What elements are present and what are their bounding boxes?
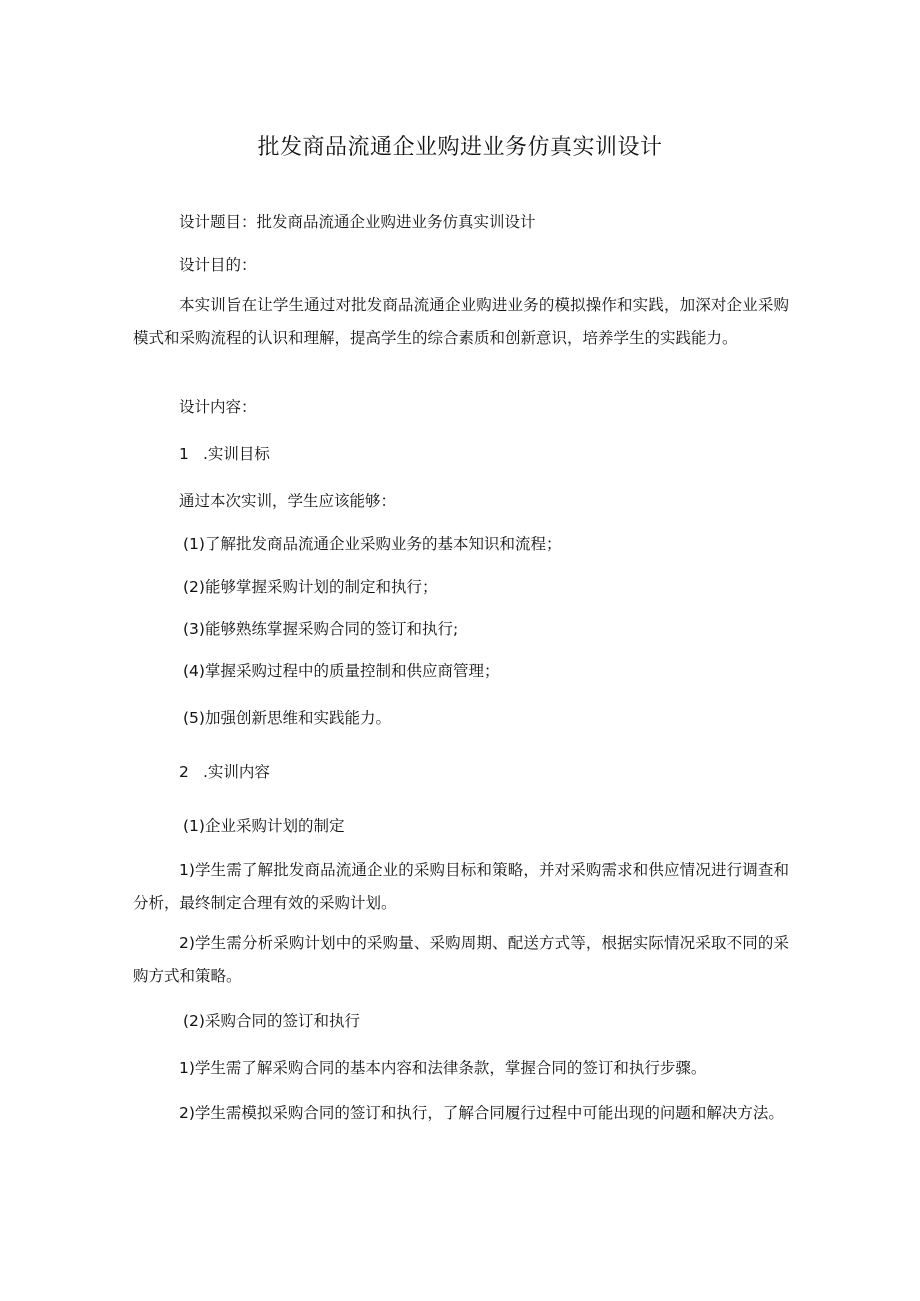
- document-title: 批发商品流通企业购进业务仿真实训设计: [257, 135, 663, 160]
- paragraph: 1)学生需了解采购合同的基本内容和法律条款，掌握合同的签订和执行步骤。: [179, 1059, 707, 1077]
- paragraph: 2)学生需分析采购计划中的采购量、采购周期、配送方式等，根据实际情况采取不同的采购方式和策略。: [133, 934, 789, 985]
- objective-item-5: (5)加强创新思维和实践能力。: [183, 709, 391, 727]
- paragraph: 1)学生需了解批发商品流通企业的采购目标和策略，并对采购需求和供应情况进行调查和分析，最终制定合理有效的采购计划。: [133, 861, 789, 912]
- objective-item-3: (3)能够熟练掌握采购合同的签订和执行;: [183, 620, 459, 638]
- section1-title: .实训目标: [203, 445, 270, 463]
- purpose-paragraph: 本实训旨在让学生通过对批发商品流通企业购进业务的模拟操作和实践，加深对企业采购模式和采购流程的认识和理解，提高学生的综合素质和创新意识，培养学生的实践能力。: [133, 296, 789, 347]
- subsection-heading: (1)企业采购计划的制定: [183, 817, 345, 835]
- content-heading: 设计内容：: [179, 398, 257, 416]
- section2-number: 2: [179, 763, 189, 781]
- design-topic: 设计题目：批发商品流通企业购进业务仿真实训设计: [179, 213, 536, 231]
- section2-title: .实训内容: [203, 763, 270, 781]
- objective-item-1: (1)了解批发商品流通企业采购业务的基本知识和流程；: [183, 535, 562, 553]
- section1-number: 1: [179, 445, 189, 463]
- purpose-heading: 设计目的：: [179, 256, 257, 274]
- subsection-heading: (2)采购合同的签订和执行: [183, 1012, 360, 1030]
- objective-item-4: (4)掌握采购过程中的质量控制和供应商管理；: [183, 662, 500, 680]
- section1-intro: 通过本次实训，学生应该能够：: [179, 492, 397, 510]
- section1-heading: [179, 440, 270, 468]
- paragraph: 2)学生需模拟采购合同的签订和执行，了解合同履行过程中可能出现的问题和解决方法。: [179, 1104, 784, 1122]
- objective-item-2: (2)能够掌握采购计划的制定和执行；: [183, 578, 438, 596]
- section2-heading: [179, 758, 270, 786]
